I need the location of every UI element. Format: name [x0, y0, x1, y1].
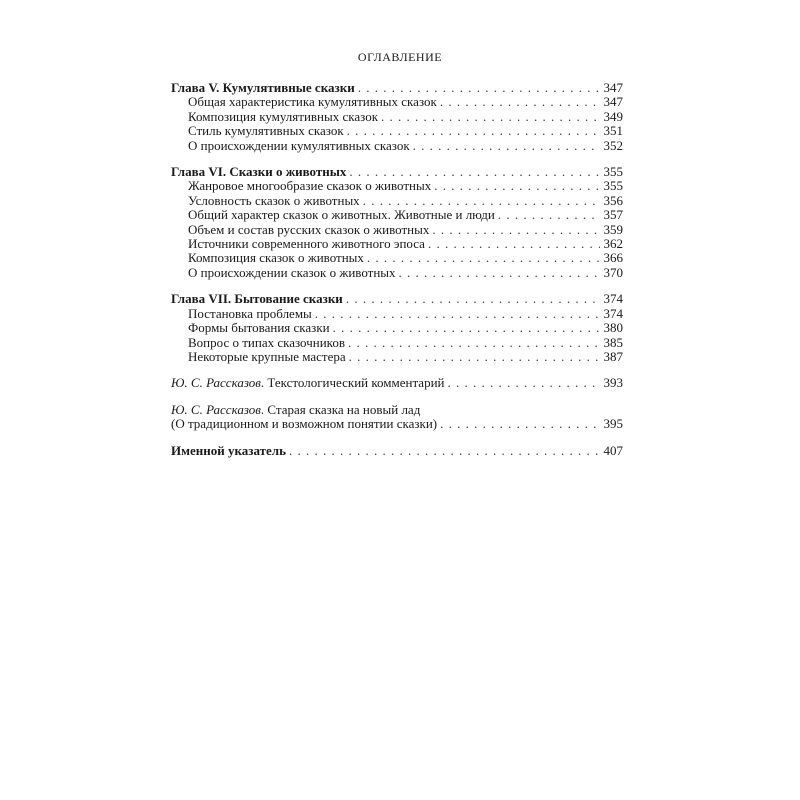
toc-entry-label: О происхождении сказок о животных: [188, 264, 396, 280]
toc-author: Ю. С. Рассказов: [171, 375, 261, 391]
toc-entry-label: Глава V. Кумулятивные сказки: [171, 80, 355, 95]
toc-entry-subtitle: (О традиционном и возможном понятии сказки): [171, 416, 438, 432]
dot-leader: [440, 417, 600, 431]
toc-entry[interactable]: [171, 139, 623, 153]
toc-entry[interactable]: [171, 124, 623, 138]
toc-entry-label: [171, 376, 444, 390]
toc-entry-label: Условность сказок о животных: [188, 192, 360, 208]
toc-page-number: 374: [603, 305, 623, 321]
toc-entry-label: Жанровое многообразие сказок о животных: [188, 178, 432, 194]
page-title: ОГЛАВЛЕНИЕ: [357, 50, 443, 64]
toc-page-number: 385: [603, 334, 623, 350]
dot-leader: [498, 208, 600, 222]
toc-page-number: 356: [603, 192, 623, 208]
toc-entry-label: Общая характеристика кумулятивных сказок: [188, 94, 437, 110]
toc-entry[interactable]: [171, 223, 623, 237]
toc-entry[interactable]: [171, 110, 623, 124]
dot-leader: [346, 292, 600, 306]
toc-page-number: 374: [603, 291, 623, 307]
toc-entry[interactable]: [171, 307, 623, 321]
toc-entry-label: Композиция кумулятивных сказок: [188, 108, 379, 124]
dot-leader: [432, 223, 600, 237]
toc-entry[interactable]: [171, 251, 623, 265]
dot-leader: [413, 139, 600, 153]
dot-leader: [428, 237, 600, 251]
toc-chapter-6[interactable]: [171, 165, 623, 179]
toc-page-number: 370: [603, 264, 623, 280]
toc-entry-label: Глава VI. Сказки о животных: [171, 164, 347, 180]
toc-page-number: 359: [603, 221, 623, 237]
table-of-contents: [171, 81, 623, 458]
toc-afterword-line1[interactable]: [171, 403, 623, 417]
toc-page-number: 362: [603, 236, 623, 252]
dot-leader: [440, 95, 600, 109]
toc-page-number: 347: [603, 94, 623, 110]
dot-leader: [333, 321, 600, 335]
toc-author: Ю. С. Рассказов: [171, 401, 261, 417]
toc-entry[interactable]: [171, 179, 623, 193]
toc-entry[interactable]: [171, 208, 623, 222]
dot-leader: [434, 179, 600, 193]
toc-page-number: 357: [603, 207, 623, 223]
dot-leader: [289, 444, 600, 458]
toc-entry[interactable]: [171, 194, 623, 208]
toc-entry-label: Вопрос о типах сказочников: [188, 334, 345, 350]
toc-page-number: 380: [603, 320, 623, 336]
toc-entry-label: Источники современного животного эпоса: [188, 236, 425, 252]
toc-entry[interactable]: [171, 95, 623, 109]
toc-entry-label: Постановка проблемы: [188, 305, 312, 321]
toc-entry-title: . Текстологический комментарий: [260, 375, 445, 391]
toc-page-number: 349: [603, 108, 623, 124]
toc-page-number: 352: [603, 137, 623, 153]
toc-commentary[interactable]: [171, 376, 623, 390]
toc-entry-label: Именной указатель: [171, 442, 286, 458]
dot-leader: [447, 376, 600, 390]
toc-page-number: 355: [603, 178, 623, 194]
spacer: [171, 432, 623, 444]
toc-page-number: 351: [603, 123, 623, 139]
toc-entry-label: Общий характер сказок о животных. Животные и люди: [188, 207, 495, 223]
toc-afterword-line2[interactable]: [171, 417, 623, 431]
toc-entry-label: Глава VII. Бытование сказки: [171, 291, 343, 307]
toc-page-number: 355: [603, 164, 623, 180]
dot-leader: [381, 110, 600, 124]
toc-page-number: 366: [603, 250, 623, 266]
dot-leader: [315, 307, 600, 321]
toc-index[interactable]: [171, 444, 623, 458]
dot-leader: [363, 194, 600, 208]
dot-leader: [399, 266, 600, 280]
dot-leader: [347, 124, 600, 138]
toc-page-number: 407: [603, 442, 623, 458]
toc-entry-label: Объем и состав русских сказок о животных: [188, 221, 430, 237]
toc-chapter-5[interactable]: [171, 81, 623, 95]
toc-entry-label: Формы бытования сказки: [188, 320, 330, 336]
toc-page-number: 387: [603, 348, 623, 364]
toc-entry[interactable]: [171, 237, 623, 251]
toc-entry-label: Стиль кумулятивных сказок: [188, 123, 344, 139]
dot-leader: [349, 165, 600, 179]
toc-entry[interactable]: [171, 336, 623, 350]
dot-leader: [349, 350, 600, 364]
toc-page-number: 395: [603, 416, 623, 432]
toc-entry-label: Некоторые крупные мастера: [188, 348, 346, 364]
toc-entry-label: Композиция сказок о животных: [188, 250, 364, 266]
toc-entry-label: О происхождении кумулятивных сказок: [188, 137, 410, 153]
toc-entry[interactable]: [171, 350, 623, 364]
dot-leader: [367, 251, 600, 265]
toc-page-number: 347: [603, 80, 623, 95]
toc-entry-title: . Старая сказка на новый лад: [260, 401, 421, 417]
toc-entry[interactable]: [171, 266, 623, 280]
toc-entry[interactable]: [171, 321, 623, 335]
dot-leader: [348, 336, 600, 350]
toc-chapter-7[interactable]: [171, 292, 623, 306]
dot-leader: [358, 81, 600, 95]
toc-page-number: 393: [603, 375, 623, 391]
